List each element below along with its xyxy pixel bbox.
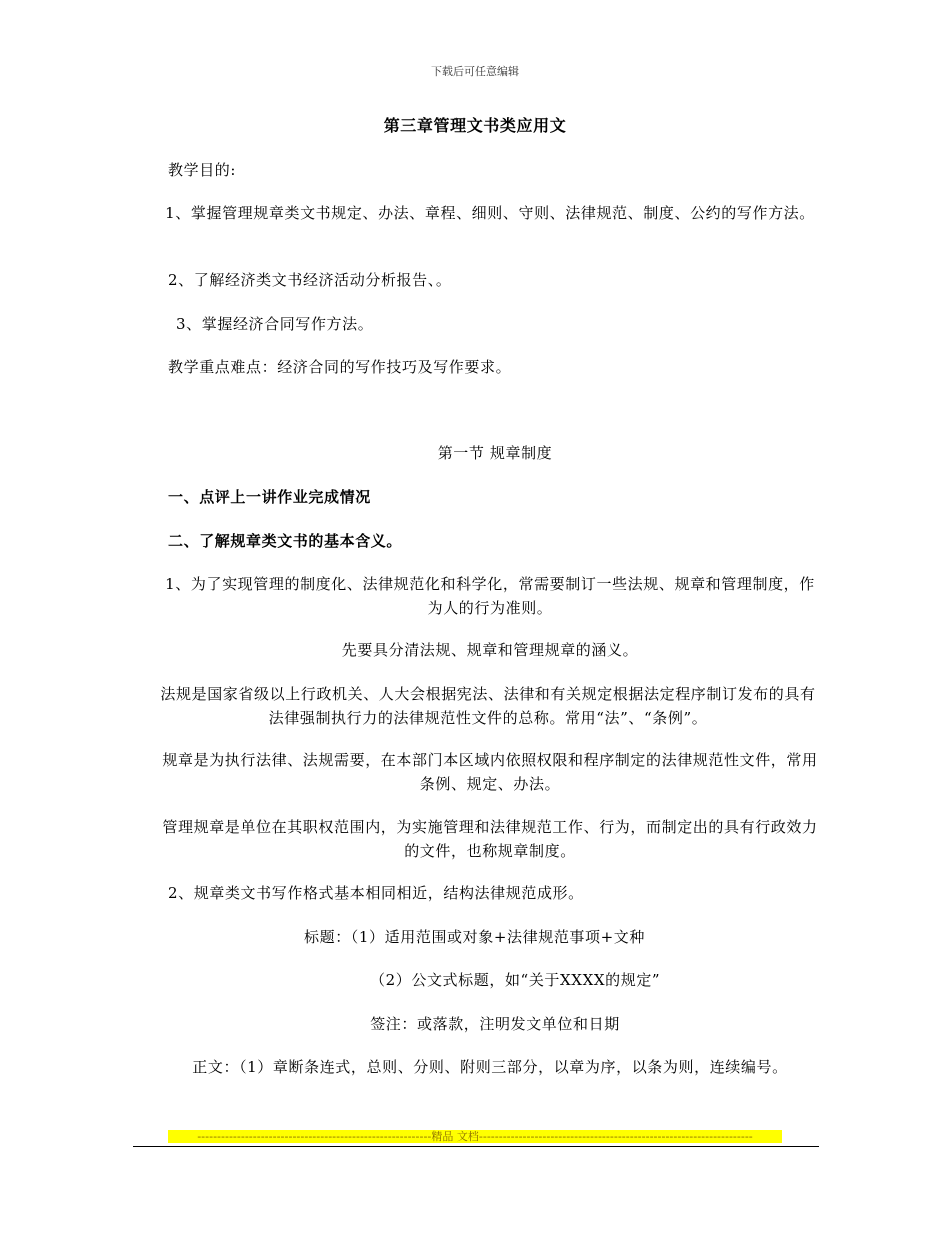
paragraph-10: 正文：（1）章断条连式，总则、分则、附则三部分，以章为序，以条为则，连续编号。 [192,1058,788,1076]
objectives-label: 教学目的: [168,161,237,179]
footer-band [168,1130,782,1143]
footer-label: 精品 文档 [431,1130,479,1143]
paragraph-1: 1、为了实现管理的制度化、法律规范化和科学化，常需要制订一些法规、规章和管理制度，作为人的行为准则。 [165,575,815,617]
objective-item-1: 1、掌握管理规章类文书规定、办法、章程、细则、守则、法律规范、制度、公约的写作方法。 [165,204,815,222]
section-title: 第一节 规章制度 [437,444,553,462]
page-header: 下载后可任意编辑 [431,65,519,78]
paragraph-4: 规章是为执行法律、法规需要，在本部门本区域内依照权限和程序制定的法律规范性文件，常用条例、规定、办法。 [162,751,818,793]
paragraph-2: 先要具分清法规、规章和管理规章的涵义。 [341,641,639,659]
chapter-title: 第三章管理文书类应用文 [383,116,567,135]
paragraph-9: 签注：或落款，注明发文单位和日期 [370,1015,620,1033]
paragraph-7: 标题：（1）适用范围或对象+法律规范事项+文种 [304,928,645,946]
heading-2: 二、了解规章类文书的基本含义。 [168,532,403,550]
heading-1: 一、点评上一讲作业完成情况 [168,488,371,506]
footer-rule [133,1146,819,1147]
key-points: 教学重点难点：经济合同的写作技巧及写作要求。 [168,358,512,376]
paragraph-3: 法规是国家省级以上行政机关、人大会根据宪法、法律和有关规定根据法定程序制订发布的具有法律强制执行力的法律规范性文件的总称。常用“法”、“条例”。 [160,685,816,727]
footer-dashes-right: --------------------------------------------------------------------- [478,1130,753,1143]
objective-item-3: 3、掌握经济合同写作方法。 [176,315,374,333]
paragraph-5: 管理规章是单位在其职权范围内，为实施管理和法律规范工作、行为，而制定出的具有行政效力的文件，也称规章制度。 [162,818,818,860]
objective-item-2: 2、了解经济类文书经济活动分析报告、。 [168,271,452,289]
paragraph-6: 2、规章类文书写作格式基本相同相近，结构法律规范成形。 [168,884,584,902]
footer-dashes-left: ----------------------------------------------------------- [197,1130,432,1143]
paragraph-8: （2）公文式标题，如“关于XXXX的规定” [370,971,661,989]
